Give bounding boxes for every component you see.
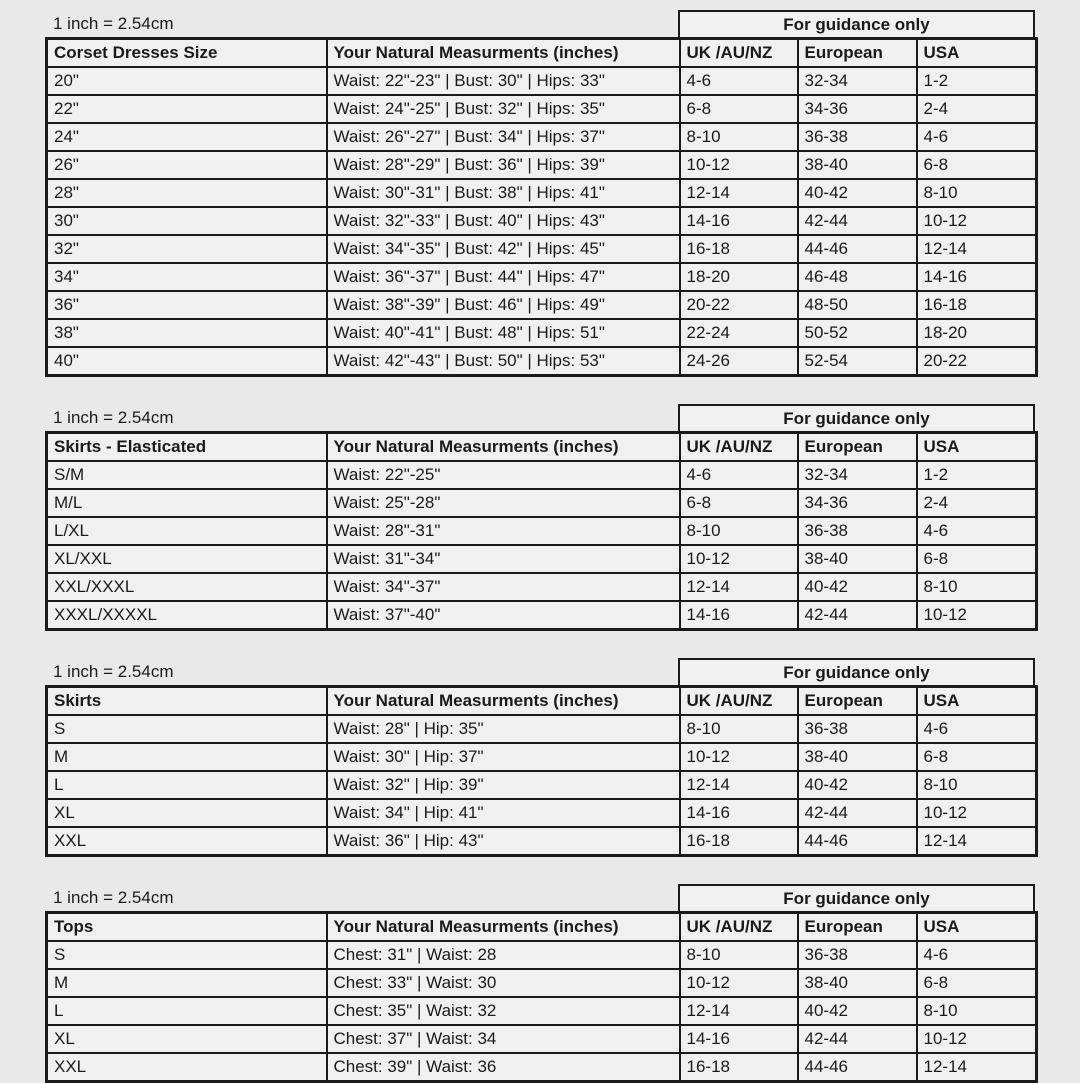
table-cell: 34-36 <box>798 489 917 517</box>
table-cell: 40-42 <box>798 997 917 1025</box>
column-header: UK /AU/NZ <box>680 433 798 462</box>
table-cell: 12-14 <box>680 573 798 601</box>
table-cell: 10-12 <box>680 969 798 997</box>
table-cell: 44-46 <box>798 827 917 856</box>
table-cell: 38-40 <box>798 969 917 997</box>
table-cell: 42-44 <box>798 207 917 235</box>
header-row <box>47 433 1037 462</box>
section-skirts <box>45 658 1035 857</box>
table-cell: 30" <box>47 207 327 235</box>
table-cell: L <box>47 771 327 799</box>
column-header: Corset Dresses Size <box>47 39 327 68</box>
guidance-banner: For guidance only <box>678 658 1035 685</box>
table-cell: 20-22 <box>917 347 1037 376</box>
column-header: UK /AU/NZ <box>680 913 798 942</box>
table-cell: XL/XXL <box>47 545 327 573</box>
column-header: USA <box>917 39 1037 68</box>
table-row <box>47 517 1037 545</box>
table-row <box>47 95 1037 123</box>
unit-note: 1 inch = 2.54cm <box>53 662 174 681</box>
table-cell: 14-16 <box>680 1025 798 1053</box>
table-cell: 18-20 <box>680 263 798 291</box>
table-cell: Waist: 31"-34" <box>327 545 680 573</box>
table-cell: 10-12 <box>917 1025 1037 1053</box>
table-cell: XL <box>47 1025 327 1053</box>
table-row <box>47 573 1037 601</box>
table-cell: Waist: 42"-43" | Bust: 50" | Hips: 53" <box>327 347 680 376</box>
table-cell: 14-16 <box>680 601 798 630</box>
table-cell: Waist: 30" | Hip: 37" <box>327 743 680 771</box>
table-cell: Chest: 37" | Waist: 34 <box>327 1025 680 1053</box>
table-cell: 40" <box>47 347 327 376</box>
table-cell: 24" <box>47 123 327 151</box>
table-row <box>47 743 1037 771</box>
table-cell: 8-10 <box>680 517 798 545</box>
table-row <box>47 319 1037 347</box>
table-cell: Chest: 31" | Waist: 28 <box>327 941 680 969</box>
table-cell: 8-10 <box>680 715 798 743</box>
table-cell: XXL/XXXL <box>47 573 327 601</box>
table-cell: Waist: 28"-29" | Bust: 36" | Hips: 39" <box>327 151 680 179</box>
table-cell: 6-8 <box>680 489 798 517</box>
table-cell: M <box>47 969 327 997</box>
column-header: European <box>798 433 917 462</box>
table-cell: 6-8 <box>917 151 1037 179</box>
table-cell: 12-14 <box>917 827 1037 856</box>
table-cell: L/XL <box>47 517 327 545</box>
table-cell: 12-14 <box>917 1053 1037 1082</box>
table-cell: 40-42 <box>798 573 917 601</box>
table-cell: 36" <box>47 291 327 319</box>
column-header: UK /AU/NZ <box>680 39 798 68</box>
header-row <box>47 687 1037 716</box>
table-cell: 36-38 <box>798 123 917 151</box>
table-cell: 34" <box>47 263 327 291</box>
table-cell: 38" <box>47 319 327 347</box>
table-cell: 8-10 <box>917 179 1037 207</box>
table-cell: 12-14 <box>917 235 1037 263</box>
skirts-elasticated-size-table <box>45 431 1038 631</box>
table-cell: XXL <box>47 1053 327 1082</box>
table-cell: 18-20 <box>917 319 1037 347</box>
table-cell: 52-54 <box>798 347 917 376</box>
header-row <box>47 39 1037 68</box>
table-row <box>47 235 1037 263</box>
table-cell: 36-38 <box>798 941 917 969</box>
table-cell: Waist: 40"-41" | Bust: 48" | Hips: 51" <box>327 319 680 347</box>
table-cell: L <box>47 997 327 1025</box>
table-cell: S <box>47 715 327 743</box>
table-row <box>47 969 1037 997</box>
unit-note: 1 inch = 2.54cm <box>53 14 174 33</box>
table-cell: 8-10 <box>680 941 798 969</box>
table-cell: 6-8 <box>917 743 1037 771</box>
table-cell: Waist: 34" | Hip: 41" <box>327 799 680 827</box>
table-row <box>47 179 1037 207</box>
table-row <box>47 123 1037 151</box>
table-cell: 28" <box>47 179 327 207</box>
table-row <box>47 715 1037 743</box>
table-cell: Waist: 36" | Hip: 43" <box>327 827 680 856</box>
table-cell: 20" <box>47 67 327 95</box>
table-cell: 38-40 <box>798 151 917 179</box>
table-row <box>47 263 1037 291</box>
table-cell: S/M <box>47 461 327 489</box>
table-cell: Waist: 26"-27" | Bust: 34" | Hips: 37" <box>327 123 680 151</box>
section-skirts-elasticated <box>45 404 1035 631</box>
table-cell: 42-44 <box>798 1025 917 1053</box>
table-cell: 16-18 <box>680 827 798 856</box>
table-cell: 8-10 <box>917 573 1037 601</box>
table-cell: 24-26 <box>680 347 798 376</box>
column-header: Your Natural Measurments (inches) <box>327 687 680 716</box>
section-tops <box>45 884 1035 1083</box>
table-cell: Waist: 37"-40" <box>327 601 680 630</box>
column-header: USA <box>917 913 1037 942</box>
table-cell: 4-6 <box>917 941 1037 969</box>
table-cell: Chest: 39" | Waist: 36 <box>327 1053 680 1082</box>
table-cell: Waist: 32"-33" | Bust: 40" | Hips: 43" <box>327 207 680 235</box>
table-cell: XXXL/XXXXL <box>47 601 327 630</box>
column-header: Your Natural Measurments (inches) <box>327 433 680 462</box>
table-row <box>47 545 1037 573</box>
table-cell: 42-44 <box>798 799 917 827</box>
table-cell: 38-40 <box>798 545 917 573</box>
table-cell: 16-18 <box>680 1053 798 1082</box>
table-cell: Waist: 30"-31" | Bust: 38" | Hips: 41" <box>327 179 680 207</box>
table-cell: 4-6 <box>917 715 1037 743</box>
header-row <box>47 913 1037 942</box>
table-cell: S <box>47 941 327 969</box>
table-topbar <box>45 884 1035 911</box>
column-header: USA <box>917 433 1037 462</box>
table-cell: 10-12 <box>680 545 798 573</box>
table-topbar <box>45 10 1035 37</box>
table-cell: M/L <box>47 489 327 517</box>
table-cell: 10-12 <box>680 743 798 771</box>
table-row <box>47 1025 1037 1053</box>
table-cell: Chest: 33" | Waist: 30 <box>327 969 680 997</box>
table-cell: Waist: 34"-35" | Bust: 42" | Hips: 45" <box>327 235 680 263</box>
corset-dresses-size-table <box>45 37 1038 377</box>
column-header: UK /AU/NZ <box>680 687 798 716</box>
table-cell: 14-16 <box>917 263 1037 291</box>
table-cell: Waist: 34"-37" <box>327 573 680 601</box>
table-cell: 34-36 <box>798 95 917 123</box>
table-cell: 38-40 <box>798 743 917 771</box>
table-row <box>47 1053 1037 1082</box>
table-cell: 40-42 <box>798 771 917 799</box>
table-topbar <box>45 404 1035 431</box>
table-cell: 8-10 <box>917 771 1037 799</box>
table-cell: Waist: 22"-23" | Bust: 30" | Hips: 33" <box>327 67 680 95</box>
column-header: European <box>798 39 917 68</box>
table-cell: 1-2 <box>917 461 1037 489</box>
table-cell: 42-44 <box>798 601 917 630</box>
table-cell: 8-10 <box>917 997 1037 1025</box>
table-cell: 44-46 <box>798 235 917 263</box>
table-row <box>47 799 1037 827</box>
table-cell: Waist: 24"-25" | Bust: 32" | Hips: 35" <box>327 95 680 123</box>
table-cell: 20-22 <box>680 291 798 319</box>
table-cell: 12-14 <box>680 771 798 799</box>
table-cell: Waist: 25"-28" <box>327 489 680 517</box>
table-cell: 14-16 <box>680 207 798 235</box>
table-row <box>47 601 1037 630</box>
table-row <box>47 489 1037 517</box>
table-cell: 12-14 <box>680 997 798 1025</box>
table-cell: 2-4 <box>917 489 1037 517</box>
column-header: Your Natural Measurments (inches) <box>327 39 680 68</box>
table-cell: 32" <box>47 235 327 263</box>
table-cell: XXL <box>47 827 327 856</box>
table-cell: 10-12 <box>917 207 1037 235</box>
table-cell: Waist: 28"-31" <box>327 517 680 545</box>
table-row <box>47 941 1037 969</box>
column-header: European <box>798 687 917 716</box>
table-cell: 36-38 <box>798 715 917 743</box>
column-header: Skirts - Elasticated <box>47 433 327 462</box>
table-cell: 32-34 <box>798 461 917 489</box>
guidance-banner: For guidance only <box>678 884 1035 911</box>
table-row <box>47 67 1037 95</box>
table-cell: 26" <box>47 151 327 179</box>
table-cell: 14-16 <box>680 799 798 827</box>
table-cell: 46-48 <box>798 263 917 291</box>
table-cell: 1-2 <box>917 67 1037 95</box>
skirts-size-table <box>45 685 1038 857</box>
guidance-banner: For guidance only <box>678 404 1035 431</box>
table-row <box>47 461 1037 489</box>
table-cell: 4-6 <box>680 461 798 489</box>
table-cell: M <box>47 743 327 771</box>
table-cell: 8-10 <box>680 123 798 151</box>
table-cell: 10-12 <box>917 601 1037 630</box>
table-row <box>47 771 1037 799</box>
table-cell: 4-6 <box>680 67 798 95</box>
unit-note: 1 inch = 2.54cm <box>53 888 174 907</box>
table-cell: 50-52 <box>798 319 917 347</box>
table-cell: 6-8 <box>917 969 1037 997</box>
table-cell: 44-46 <box>798 1053 917 1082</box>
table-cell: 16-18 <box>917 291 1037 319</box>
table-row <box>47 207 1037 235</box>
table-cell: 40-42 <box>798 179 917 207</box>
table-cell: 10-12 <box>917 799 1037 827</box>
table-cell: XL <box>47 799 327 827</box>
table-cell: Waist: 38"-39" | Bust: 46" | Hips: 49" <box>327 291 680 319</box>
table-cell: 6-8 <box>917 545 1037 573</box>
table-row <box>47 151 1037 179</box>
column-header: USA <box>917 687 1037 716</box>
table-cell: 4-6 <box>917 123 1037 151</box>
column-header: Skirts <box>47 687 327 716</box>
unit-note: 1 inch = 2.54cm <box>53 408 174 427</box>
table-cell: Waist: 22"-25" <box>327 461 680 489</box>
table-cell: 36-38 <box>798 517 917 545</box>
table-cell: 2-4 <box>917 95 1037 123</box>
table-cell: 4-6 <box>917 517 1037 545</box>
column-header: Tops <box>47 913 327 942</box>
table-cell: Waist: 28" | Hip: 35" <box>327 715 680 743</box>
table-cell: 22" <box>47 95 327 123</box>
table-topbar <box>45 658 1035 685</box>
table-cell: Waist: 36"-37" | Bust: 44" | Hips: 47" <box>327 263 680 291</box>
tops-size-table <box>45 911 1038 1083</box>
guidance-banner: For guidance only <box>678 10 1035 37</box>
table-row <box>47 291 1037 319</box>
column-header: European <box>798 913 917 942</box>
table-cell: 10-12 <box>680 151 798 179</box>
section-corset-dresses <box>45 10 1035 377</box>
table-cell: 16-18 <box>680 235 798 263</box>
table-cell: 22-24 <box>680 319 798 347</box>
table-cell: 32-34 <box>798 67 917 95</box>
table-cell: 48-50 <box>798 291 917 319</box>
size-guide <box>45 10 1035 1083</box>
table-cell: 12-14 <box>680 179 798 207</box>
table-row <box>47 997 1037 1025</box>
column-header: Your Natural Measurments (inches) <box>327 913 680 942</box>
table-cell: 6-8 <box>680 95 798 123</box>
table-row <box>47 827 1037 856</box>
table-cell: Chest: 35" | Waist: 32 <box>327 997 680 1025</box>
table-cell: Waist: 32" | Hip: 39" <box>327 771 680 799</box>
table-row <box>47 347 1037 376</box>
